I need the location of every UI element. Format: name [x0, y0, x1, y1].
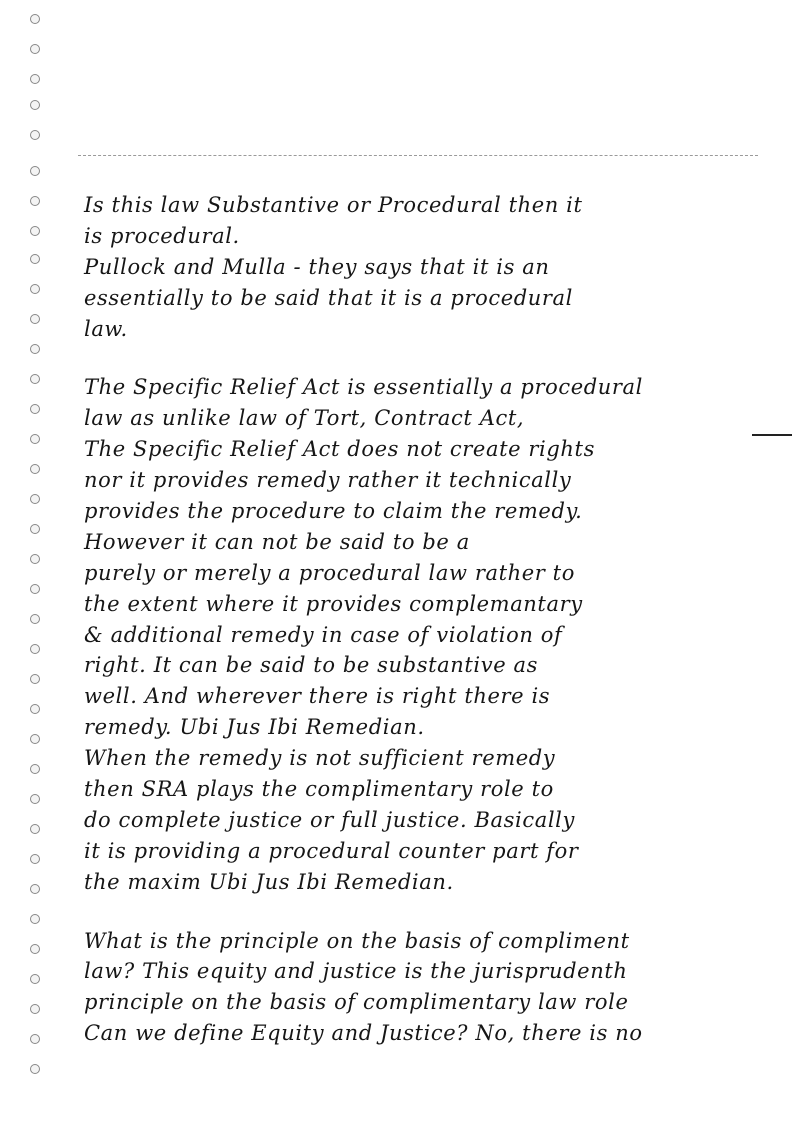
- paragraph-procedural-law: [84, 190, 744, 344]
- text-line: Is this law Substantive or Procedural then it: [84, 193, 583, 217]
- binding-hole: [30, 130, 40, 140]
- binding-hole: [30, 884, 40, 894]
- page-edge-mark: [752, 434, 792, 436]
- text-line: it is providing a procedural counter part for: [84, 838, 579, 863]
- text-line: principle on the basis of complimentary law role: [84, 990, 629, 1015]
- binding-hole: [30, 914, 40, 924]
- text-line: Can we define Equity and Justice? No, there is no: [84, 1021, 643, 1046]
- text-line: However it can not be said to be a: [84, 529, 470, 554]
- binding-hole: [30, 374, 40, 384]
- binding-hole: [30, 494, 40, 504]
- binding-hole: [30, 674, 40, 684]
- binding-hole: [30, 434, 40, 444]
- text-line: well. And wherever there is right there is: [84, 684, 551, 709]
- text-line: purely or merely a procedural law rather to: [84, 560, 575, 585]
- binding-hole: [30, 524, 40, 534]
- binding-hole: [30, 764, 40, 774]
- text-line: What is the principle on the basis of compliment: [84, 928, 630, 953]
- binding-hole: [30, 1004, 40, 1014]
- binding-hole: [30, 824, 40, 834]
- binding-hole: [30, 100, 40, 110]
- binding-hole: [30, 44, 40, 54]
- handwritten-notes: [84, 190, 744, 1049]
- binding-hole: [30, 166, 40, 176]
- binding-hole: [30, 734, 40, 744]
- binding-hole: [30, 254, 40, 264]
- binding-hole: [30, 14, 40, 24]
- text-line: right. It can be said to be substantive as: [84, 653, 539, 678]
- binding-hole: [30, 196, 40, 206]
- binding-hole: [30, 1064, 40, 1074]
- binding-hole: [30, 974, 40, 984]
- binding-hole: [30, 74, 40, 84]
- text-line: provides the procedure to claim the remedy.: [84, 499, 583, 524]
- paragraph-gap: [84, 344, 744, 372]
- binding-hole: [30, 614, 40, 624]
- binding-hole: [30, 554, 40, 564]
- text-line: When the remedy is not sufficient remedy: [84, 746, 556, 771]
- text-line: the extent where it provides complemantary: [84, 591, 583, 616]
- text-line: law? This equity and justice is the jurisprudenth: [84, 959, 628, 984]
- text-line: law.: [84, 316, 128, 341]
- text-line: essentially to be said that it is a procedural: [84, 285, 573, 310]
- paragraph-gap: [84, 898, 744, 926]
- paragraph-equity-justice: [84, 926, 744, 1050]
- binding-hole: [30, 284, 40, 294]
- binding-hole: [30, 944, 40, 954]
- text-line: nor it provides remedy rather it technically: [84, 468, 572, 493]
- binding-hole: [30, 794, 40, 804]
- binding-hole: [30, 344, 40, 354]
- text-line: do complete justice or full justice. Basically: [84, 807, 575, 832]
- binding-hole: [30, 584, 40, 594]
- text-line: then SRA plays the complimentary role to: [84, 777, 554, 802]
- top-margin-line: [78, 155, 758, 156]
- binding-hole: [30, 314, 40, 324]
- binding-hole: [30, 1034, 40, 1044]
- text-line: The Specific Relief Act does not create rights: [84, 437, 595, 462]
- binding-hole: [30, 854, 40, 864]
- binding-hole: [30, 404, 40, 414]
- binding-hole: [30, 226, 40, 236]
- text-line: law as unlike law of Tort, Contract Act,: [84, 406, 525, 431]
- text-line: The Specific Relief Act is essentially a procedural: [84, 375, 643, 400]
- text-line: & additional remedy in case of violation of: [84, 622, 563, 647]
- binding-hole: [30, 464, 40, 474]
- text-line: Pullock and Mulla - they says that it is an: [84, 254, 550, 279]
- text-line: remedy. Ubi Jus Ibi Remedian.: [84, 715, 425, 740]
- binding-hole: [30, 644, 40, 654]
- text-line: the maxim Ubi Jus Ibi Remedian.: [84, 869, 454, 894]
- text-line: is procedural.: [84, 223, 240, 248]
- spiral-binding: [22, 0, 52, 1122]
- paragraph-specific-relief-act: [84, 372, 744, 897]
- binding-hole: [30, 704, 40, 714]
